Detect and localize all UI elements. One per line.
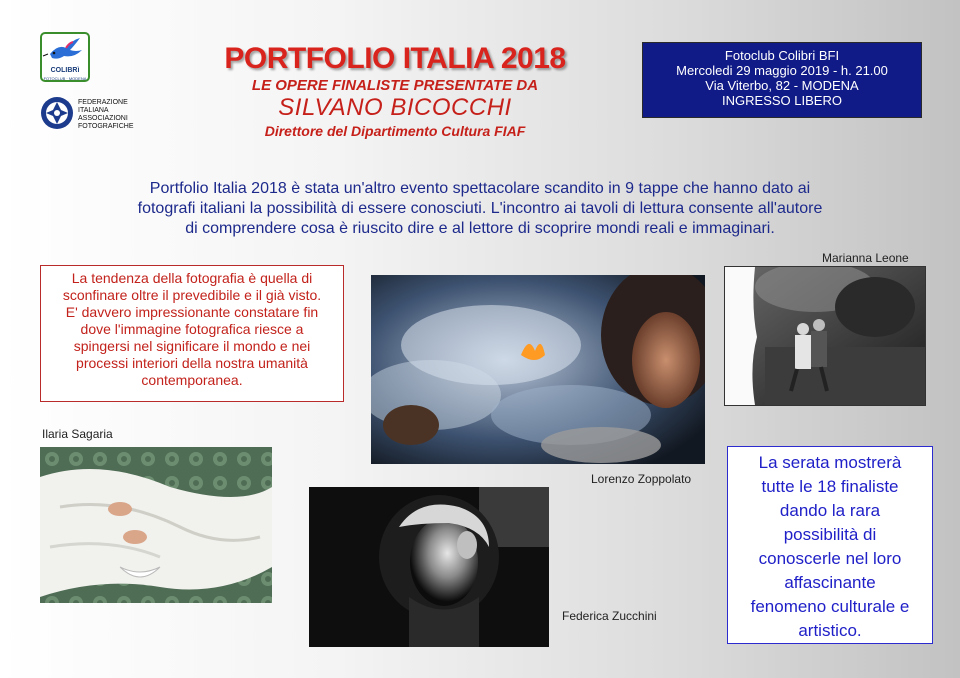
aperture-icon [40, 96, 74, 130]
quote-line: processi interiori della nostra umanità [76, 355, 308, 371]
quote-line: dove l'immagine fotografica riesce a [80, 321, 304, 337]
poster-subtitle: LE OPERE FINALISTE PRESENTATE DA [251, 77, 539, 94]
photo-ilaria-sagaria [40, 447, 272, 603]
closing-box [727, 446, 933, 644]
event-admission: INGRESSO LIBERO [722, 93, 842, 108]
closing-line: La serata mostrerà [758, 453, 902, 472]
intro-paragraph [60, 179, 900, 239]
event-info-box [642, 42, 922, 118]
fiaf-name: FEDERAZIONE ITALIANA ASSOCIAZIONI FOTOGRAFICHE [78, 99, 134, 130]
intro-line: Portfolio Italia 2018 è stata un'altro evento spettacolare scandito in 9 tappe che hanno dato ai [149, 180, 811, 197]
event-venue: Fotoclub Colibri BFI [724, 48, 840, 63]
quote-line: E' davvero impressionante constatare fin [65, 304, 319, 320]
quote-line: spingersi nel significare il mondo e nei [73, 338, 311, 354]
photo-caption-marianna: Marianna Leone [822, 251, 909, 265]
photo-caption-federica: Federica Zucchini [562, 609, 657, 623]
club-logo-sub: FOTOCLUB · MODENA [43, 76, 87, 81]
closing-line: fenomeno culturale e [750, 597, 910, 616]
intro-line: fotografi italiani la possibilità di essere conosciuti. L'incontro ai tavoli di lettura consente all'autore [137, 200, 823, 217]
closing-line: possibilità di [783, 525, 877, 544]
closing-line: artistico. [798, 621, 862, 640]
club-logo-name: COLIBRì [50, 67, 80, 74]
closing-line: dando la rara [779, 501, 881, 520]
photo-federica-zucchini [309, 487, 549, 647]
photo-caption-ilaria: Ilaria Sagaria [42, 427, 113, 441]
event-date: Mercoledi 29 maggio 2019 - h. 21.00 [676, 63, 888, 78]
quote-box [40, 265, 344, 402]
closing-line: tutte le 18 finaliste [761, 477, 899, 496]
photo-lorenzo-zoppolato [371, 275, 705, 464]
closing-line: conoscerle nel loro [758, 549, 902, 568]
quote-line: contemporanea. [141, 372, 243, 388]
quote-line: La tendenza della fotografia è quella di [71, 270, 313, 286]
photo-caption-lorenzo: Lorenzo Zoppolato [591, 472, 692, 486]
presenter-name: SILVANO BICOCCHI [278, 94, 512, 121]
fiaf-logo [40, 96, 74, 130]
poster-title: PORTFOLIO ITALIA 2018 [224, 42, 566, 75]
presenter-role: Direttore del Dipartimento Cultura FIAF [264, 123, 526, 139]
quote-line: sconfinare oltre il prevedibile e il già visto. [62, 287, 322, 303]
colibri-logo [40, 32, 90, 82]
hummingbird-icon [42, 34, 88, 66]
photo-marianna-leone [724, 266, 926, 406]
intro-line: di comprendere cosa è riuscito dire e al lettore di scoprire mondi reali e immaginari. [185, 220, 775, 237]
closing-line: affascinante [784, 573, 876, 592]
event-address: Via Viterbo, 82 - MODENA [705, 78, 859, 93]
